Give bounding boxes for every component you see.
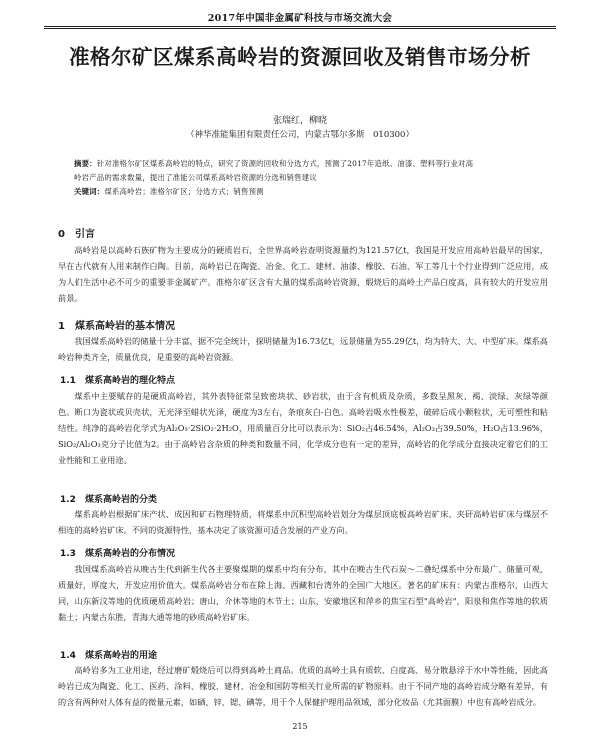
section-1-2-paragraph: 煤系高岭岩根据矿床产状、成因和矿石物理特质，将煤系中沉积型高岭岩划分为煤层顶底板高岭岩矿床、夹矸高岭岩矿床与煤层不相连的高岭岩矿床。不同的资源特性，基本决定了该资源可适合发展的产业方向。 xyxy=(58,509,548,535)
section-1-paragraph: 我国煤系高岭岩的储量十分丰富，据不完全统计，探明储量为16.73亿t，远景储量为55.29亿t，均为特大、大、中型矿床。煤系高岭岩种类齐全，质量优良，是重要的高岭岩资源。 xyxy=(58,336,548,362)
keywords xyxy=(74,186,534,198)
abstract-line-2 xyxy=(74,172,534,184)
abstract-label: 摘要： xyxy=(74,159,97,168)
section-heading-1-1: 1.1 煤系高岭岩的理化特点 xyxy=(60,376,175,386)
header-rule xyxy=(44,26,556,29)
section-heading-1-2: 1.2 煤系高岭岩的分类 xyxy=(60,495,157,505)
section-heading-intro: 0 引言 xyxy=(58,229,95,240)
abstract-text-2: 岭岩产品的需求数量，提出了准能公司煤系高岭岩资源的分选和销售建议 xyxy=(74,173,317,182)
abstract-text-1: 针对准格尔矿区煤系高岭岩的特点，研究了资源的回收和分选方式，预测了2017年造纸、油漆、塑料等行业对高 xyxy=(96,159,474,168)
section-1-4-paragraph: 高岭岩多为工业用途，经过磨矿煅烧后可以得到高岭土商品。优质的高岭土具有质软、白度高、易分散悬浮于水中等性能，因此高岭岩已成为陶瓷、化工、医药、涂料、橡胶、建材、冶金和国防等相关行业所需的矿物原料。由于不同产地的高岭岩成分略有差异，有的含有两种对人体有益的微量元素，如硒、锌、锶、碘等，用于个人保健护理用品领域，部分化妆品（尤其面膜）中也有高岭岩成分。 xyxy=(58,665,548,707)
section-heading-1-4: 1.4 煤系高岭岩的用途 xyxy=(60,651,157,661)
section-1-1-paragraph: 煤系中主要赋存的是硬质高岭岩，其外表特征常呈致密块状、砂岩状，由于含有机质及杂质，多数呈黑灰、褐、淡绿、灰绿等颜色。断口为瓷状或贝壳状，无光泽至蜡状光泽，硬度为3左右，条痕灰白-白色。高岭岩吸水性极差，破碎后成小颗粒状，无可塑性和粘结性。纯净的高岭岩化学式为Al₂O₃·2SiO₂·2H₂O，用质量百分比可以表示为：SiO₂占46.54%，Al₂O₃占39.50%，H₂O占13.96%，SiO₂/Al₂O₃克分子比值为2。由于高岭岩含杂质的种类和数量不同，化学成分也有一定的差异，高岭岩的化学成分直接决定着它们的工业性能和工业用途。 xyxy=(58,391,548,465)
section-heading-1-3: 1.3 煤系高岭岩的分布情况 xyxy=(60,549,175,559)
intro-paragraph: 高岭岩是以高岭石族矿物为主要成分的硬质岩石，全世界高岭岩查明资源量约为121.57亿t，我国是开发应用高岭岩最早的国家，早在古代就有人用来制作白陶。目前，高岭岩已在陶瓷、冶金、化工、建材、油漆、橡胶、石油、军工等几十个行业得到广泛应用，成为人们生活中必不可少的重要非金属矿产。准格尔矿区含有大量的煤系高岭岩资源，煅烧后的高岭土产品白度高，具有较大的开发应用前景。 xyxy=(58,245,548,303)
keywords-label: 关键词： xyxy=(74,187,105,196)
abstract-line-1 xyxy=(74,158,534,170)
affiliation: （神华准能集团有限责任公司，内蒙古鄂尔多斯 010300） xyxy=(186,130,414,140)
authors: 张瑞红，柳晓 xyxy=(272,116,327,126)
keywords-text: 煤系高岭岩；准格尔矿区；分选方式；销售预测 xyxy=(104,187,264,196)
paper-title: 准格尔矿区煤系高岭岩的资源回收及销售市场分析 xyxy=(69,45,531,69)
section-1-3-paragraph: 我国煤系高岭岩从晚古生代到新生代各主要聚煤期的煤系中均有分布，其中在晚古生代石炭～二叠纪煤系中分布最广、储量可观，质量好，厚度大，开发应用价值大。煤系高岭岩分布在除上海、西藏和台湾外的全国广大地区。著名的矿床有：内蒙古准格尔，山西大同，山东新汶等地的优质硬质高岭岩；唐山，介休等地的木节土；山东，安徽地区和萍乡的焦宝石型"高岭岩"，阳泉和焦作等地的软质黏土；内蒙古东胜，青海大通等地的砂质高岭岩矿床。 xyxy=(58,564,548,622)
running-header: 2017年中国非金属矿科技与市场交流大会 xyxy=(207,13,393,24)
page-number: 215 xyxy=(292,722,308,731)
section-heading-1: 1 煤系高岭岩的基本情况 xyxy=(58,321,175,332)
